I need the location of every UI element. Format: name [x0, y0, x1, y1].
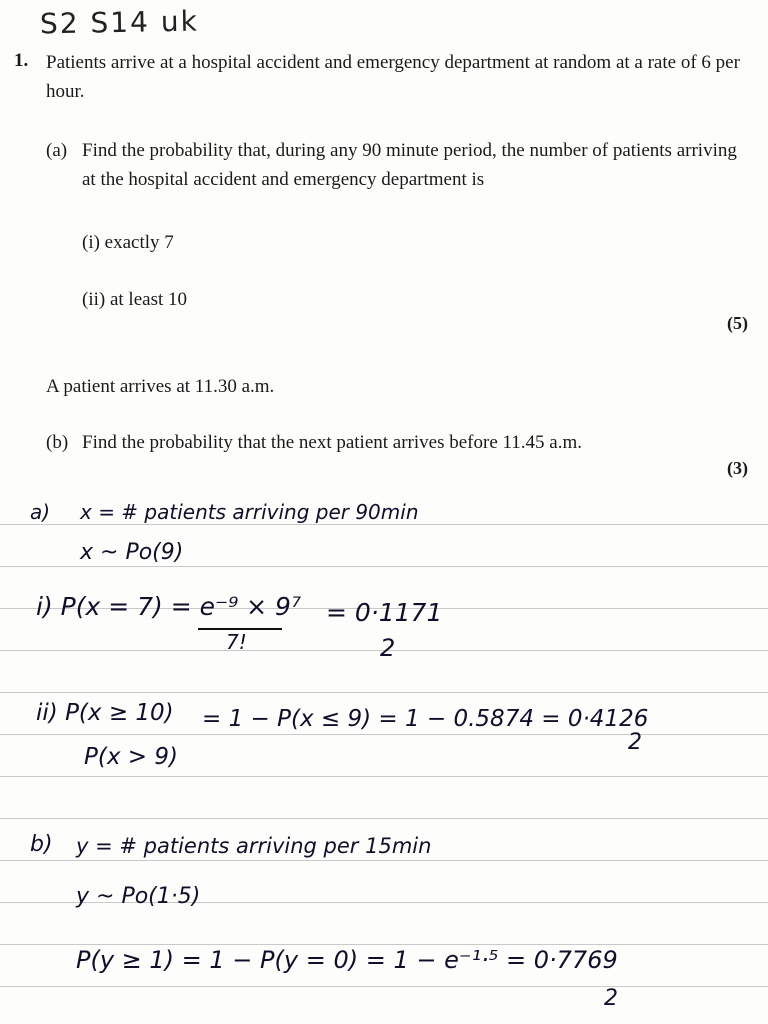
- answer-b-definition: y = # patients arriving per 15min: [76, 834, 432, 858]
- ruled-line: [0, 524, 768, 525]
- part-b-label: (b): [46, 432, 69, 453]
- answer-ii-line2: P(x > 9): [84, 744, 178, 770]
- answer-ii-line1: ii) P(x ≥ 10): [36, 700, 174, 726]
- ruled-line: [0, 944, 768, 945]
- answer-i-line: i) P(x = 7) = e⁻⁹ × 9⁷: [36, 592, 301, 621]
- part-b-text: Find the probability that the next patient arrives before 11.45 a.m.: [82, 432, 583, 453]
- ruled-line: [0, 734, 768, 735]
- ruled-line: [0, 818, 768, 819]
- question-text: Patients arrive at a hospital accident and emergency department at random at a rate of 6 per hour.: [46, 52, 740, 102]
- answer-a-distribution: x ~ Po(9): [80, 540, 184, 565]
- answer-a-label: a): [30, 500, 51, 524]
- ruled-line: [0, 692, 768, 693]
- header-scribble: S2 S14 uk: [39, 4, 200, 41]
- answer-i-result: = 0·1171: [326, 598, 443, 627]
- answer-i-denominator: 7!: [226, 630, 247, 654]
- part-b-marks: (3): [727, 458, 748, 478]
- ruled-line: [0, 860, 768, 861]
- answer-a-definition: x = # patients arriving per 90min: [80, 500, 419, 524]
- part-a-label: (a): [46, 140, 68, 161]
- ruled-line: [0, 776, 768, 777]
- part-a-i: (i) exactly 7: [82, 232, 174, 253]
- part-a-text: Find the probability that, during any 90 minute period, the number of patients arriving at the hospital accident and emergency department is: [82, 140, 737, 190]
- ruled-line: [0, 986, 768, 987]
- answer-ii-mark: 2: [628, 730, 642, 755]
- ruled-line: [0, 566, 768, 567]
- answer-b-line: P(y ≥ 1) = 1 − P(y = 0) = 1 − e⁻¹·⁵ = 0·7769: [76, 946, 618, 974]
- context-text: A patient arrives at 11.30 a.m.: [46, 376, 275, 397]
- part-a-marks: (5): [727, 313, 748, 333]
- answer-ii-line1b: = 1 − P(x ≤ 9) = 1 − 0.5874 = 0·4126: [202, 706, 649, 732]
- answer-b-label: b): [30, 832, 53, 857]
- part-a-ii: (ii) at least 10: [82, 289, 187, 310]
- answer-b-distribution: y ~ Po(1·5): [76, 884, 201, 909]
- answer-b-mark: 2: [604, 986, 618, 1011]
- answer-i-mark: 2: [380, 634, 396, 662]
- question-number: 1.: [14, 50, 29, 71]
